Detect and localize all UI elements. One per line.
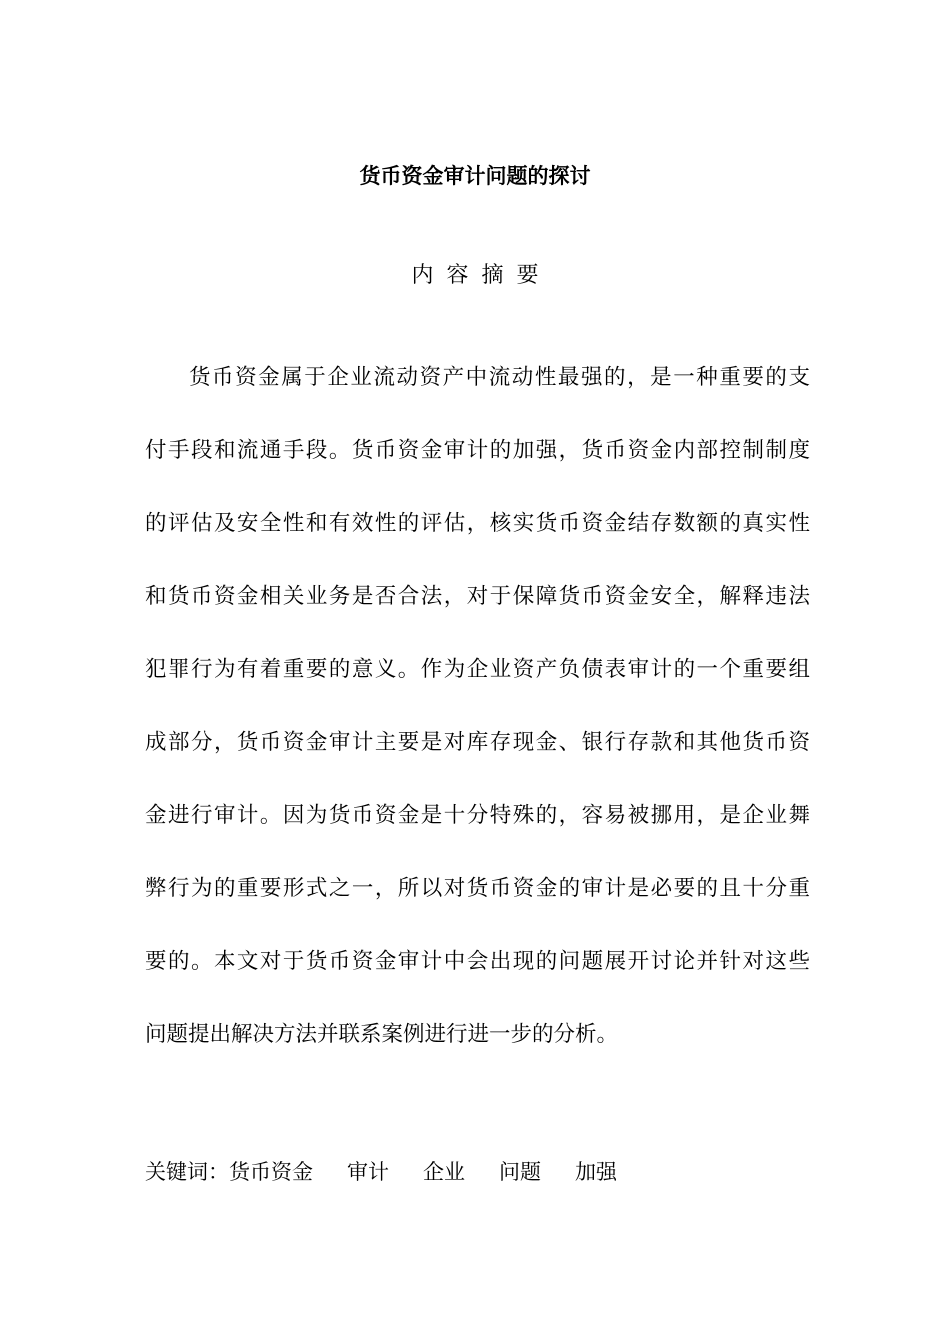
abstract-line: 弊行为的重要形式之一，所以对货币资金的审计是必要的且十分重 [145,876,810,901]
abstract-heading: 内容摘要 [411,263,552,288]
abstract-line: 成部分，货币资金审计主要是对库存现金、银行存款和其他货币资 [145,730,810,755]
keyword: 审计 [347,1160,389,1184]
keywords-row [145,1155,651,1189]
abstract-line: 要的。本文对于货币资金审计中会出现的问题展开讨论并针对这些 [145,949,810,974]
keyword: 问题 [499,1160,541,1184]
abstract-line: 犯罪行为有着重要的意义。作为企业资产负债表审计的一个重要组 [145,657,810,682]
abstract-line: 的评估及安全性和有效性的评估，核实货币资金结存数额的真实性 [145,511,810,536]
keywords-label: 关键词： [145,1160,229,1184]
keyword: 企业 [423,1160,465,1184]
abstract-line: 和货币资金相关业务是否合法，对于保障货币资金安全，解释违法 [145,584,810,609]
abstract-body [145,358,810,1088]
abstract-line: 问题提出解决方法并联系案例进行进一步的分析。 [145,1022,619,1047]
abstract-line: 货币资金属于企业流动资产中流动性最强的，是一种重要的支 [189,365,810,390]
abstract-line: 金进行审计。因为货币资金是十分特殊的，容易被挪用，是企业舞 [145,803,810,828]
document-title: 货币资金审计问题的探讨 [359,164,591,188]
keyword: 加强 [575,1160,617,1184]
keyword: 货币资金 [229,1160,313,1184]
abstract-line: 付手段和流通手段。货币资金审计的加强，货币资金内部控制制度 [145,438,810,463]
